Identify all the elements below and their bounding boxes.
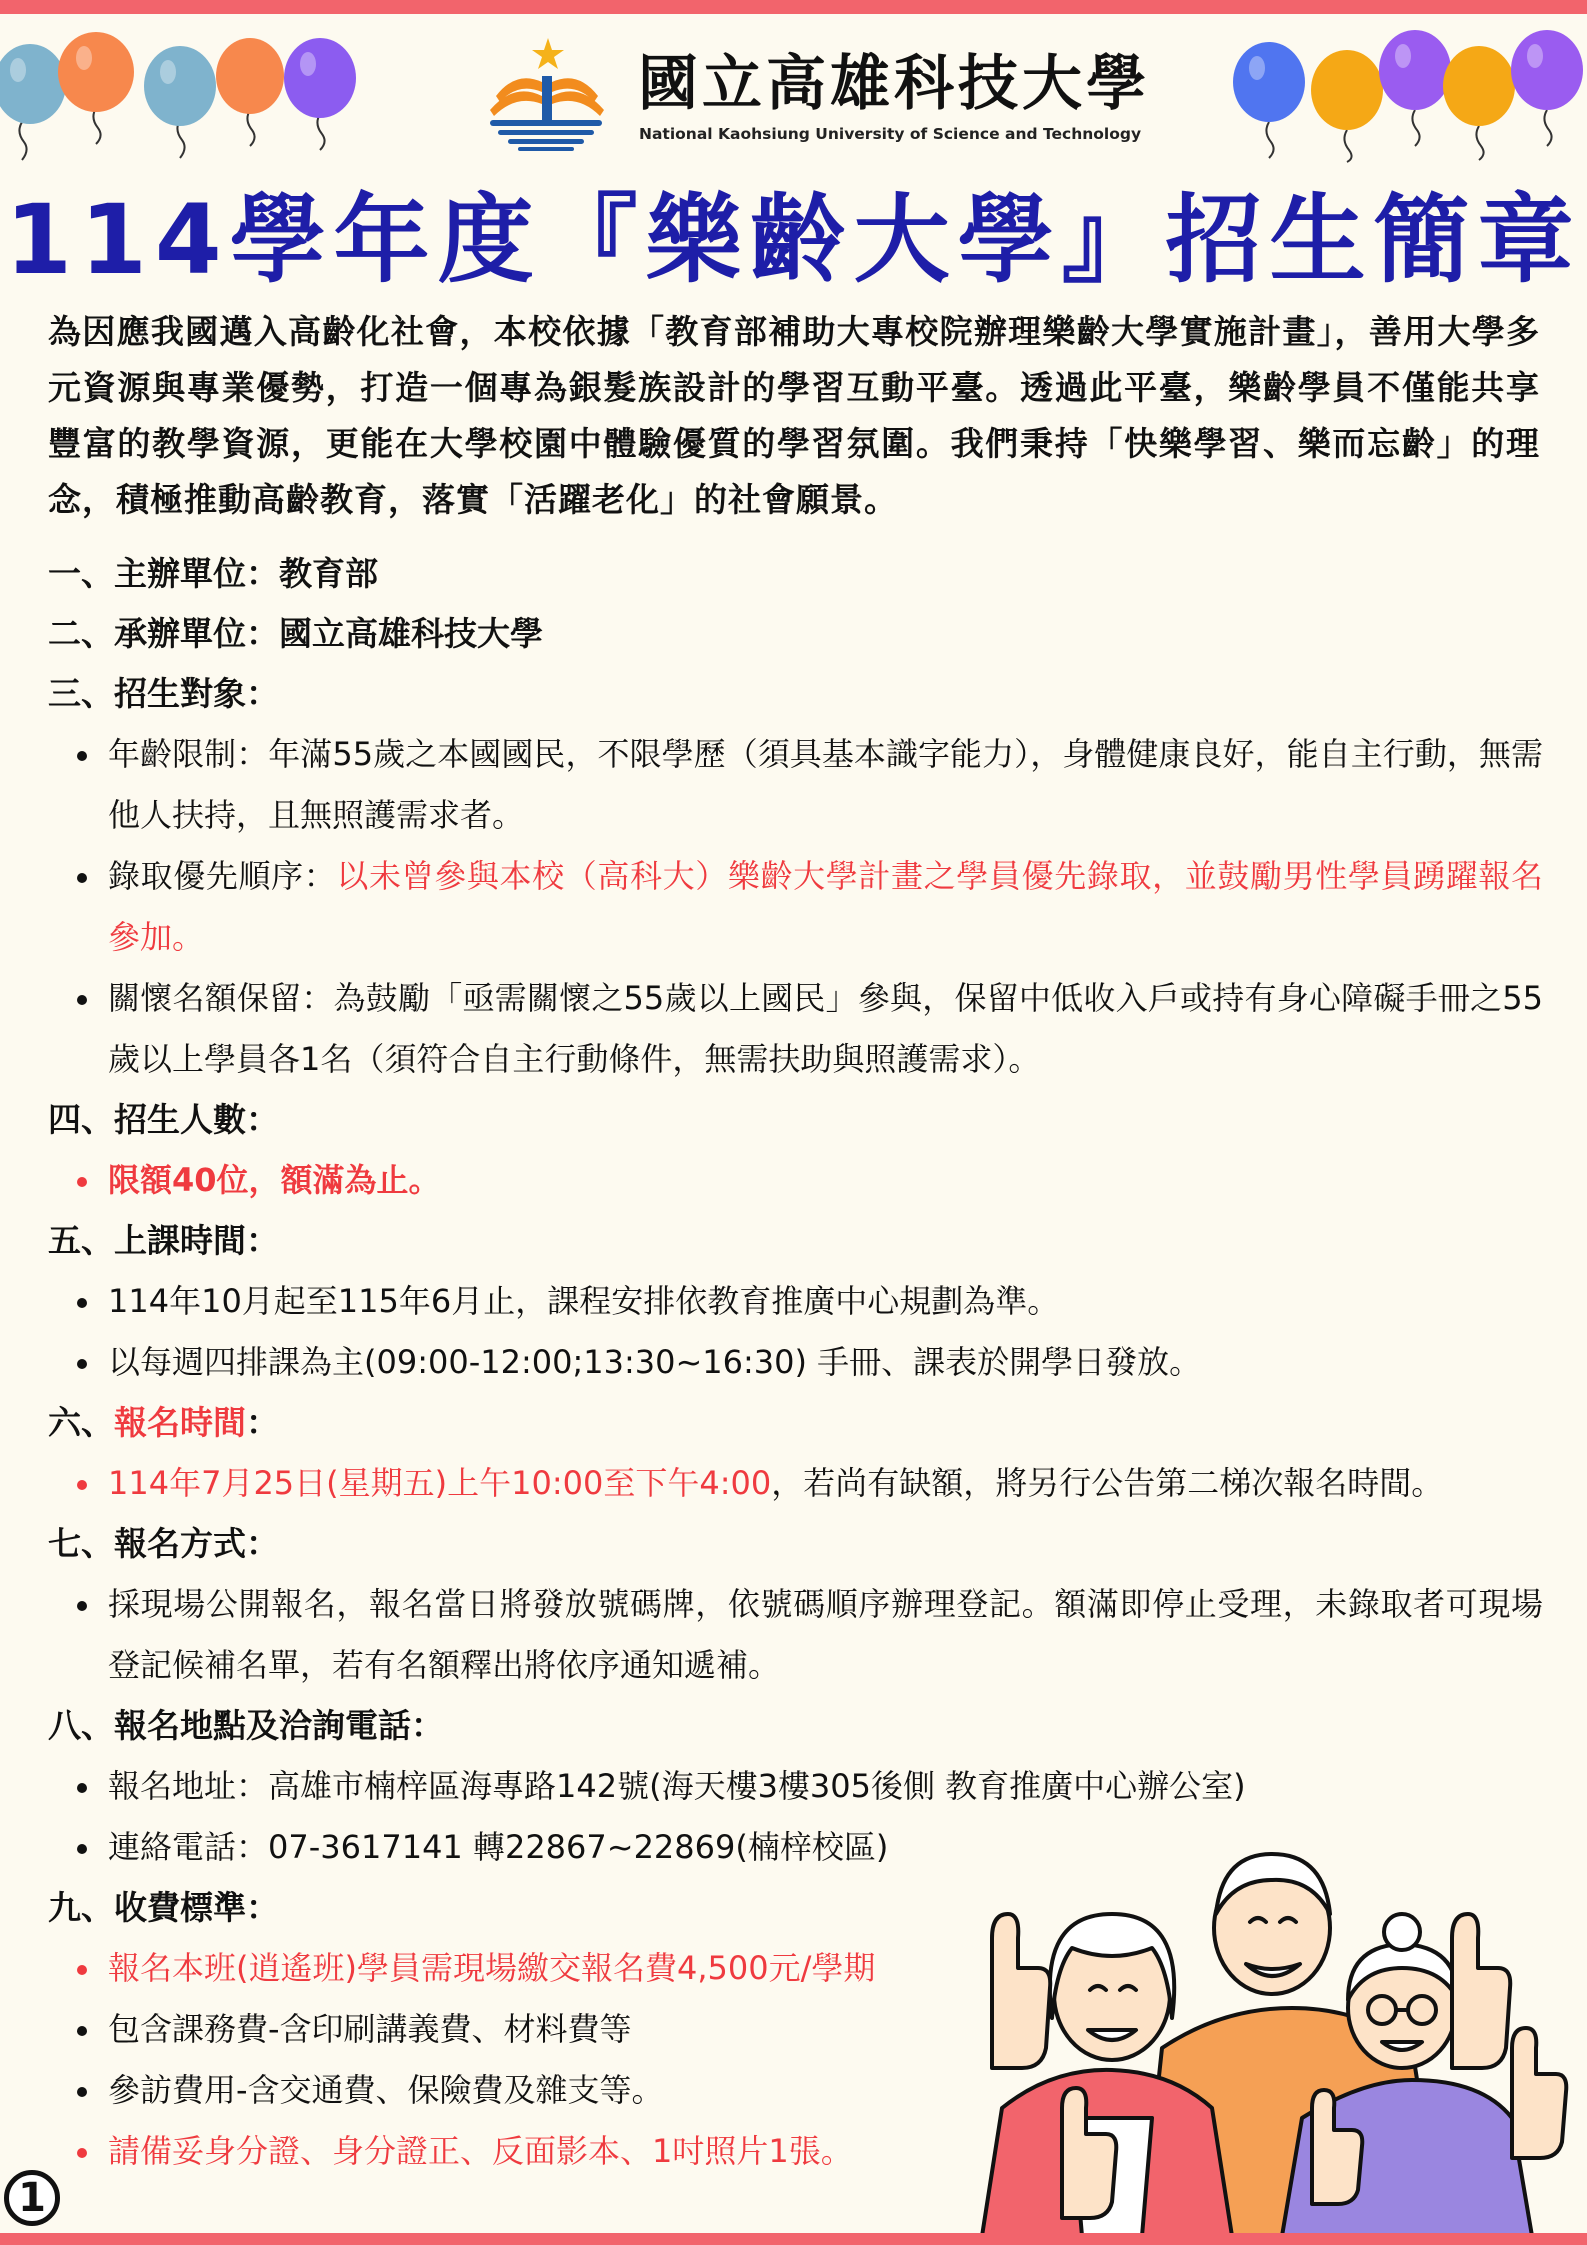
list-item-address: 報名地址：高雄市楠梓區海專路142號(海天樓3樓305後側 教育推廣中心辦公室) <box>48 1756 1543 1817</box>
heading-red: 報名時間 <box>114 1403 246 1442</box>
list-item-documents: 請備妥身分證、身分證正、反面影本、1吋照片1張。 <box>48 2121 1543 2182</box>
registration-date-rest: ，若尚有缺額，將另行公告第二梯次報名時間。 <box>771 1464 1444 1502</box>
balloons-right-icon <box>1217 14 1587 164</box>
heading-suffix: ： <box>246 1403 279 1442</box>
balloons-left-icon <box>0 14 370 164</box>
section-host: 二、承辦單位：國立高雄科技大學 <box>48 614 543 653</box>
section-quota-heading: 四、招生人數： <box>48 1100 279 1139</box>
intro-paragraph: 為因應我國邁入高齡化社會，本校依據「教育部補助大專校院辦理樂齡大學實施計畫」，善用大學多元資源與專業優勢，打造一個專為銀髮族設計的學習互動平臺。透過此平臺，樂齡學員不僅能共享豐富的教學資源，更能在大學校園中體驗優質的學習氛圍。我們秉持「快樂學習、樂而忘齡」的理念，積極推動高齡教育，落實「活躍老化」的社會願景。 <box>48 312 1540 519</box>
section-registration-time-heading <box>48 1393 1543 1453</box>
section-registration-method-list <box>48 1574 1543 1696</box>
bottom-border <box>0 2233 1587 2245</box>
section-schedule-list <box>48 1271 1543 1393</box>
section-fees-heading: 九、收費標準： <box>48 1888 279 1927</box>
section-quota-list <box>48 1150 1543 1211</box>
list-item-fee-course: 包含課務費-含印刷講義費、材料費等 <box>48 1999 1543 2060</box>
section-organizer: 一、主辦單位：教育部 <box>48 554 378 593</box>
section-target-heading: 三、招生對象： <box>48 674 279 713</box>
list-item-quota: 限額40位，額滿為止。 <box>48 1150 1543 1211</box>
section-registration-method-heading: 七、報名方式： <box>48 1524 279 1563</box>
list-item-weekly: 以每週四排課為主(09:00-12:00;13:30~16:30) 手冊、課表於開學日發放。 <box>48 1332 1543 1393</box>
list-item-registration-date <box>48 1453 1543 1514</box>
list-item-fee-visit: 參訪費用-含交通費、保險費及雜支等。 <box>48 2060 1543 2121</box>
university-logo-icon <box>486 36 604 152</box>
priority-label: 錄取優先順序： <box>108 857 337 895</box>
section-target-list <box>48 724 1543 1090</box>
list-item-method: 採現場公開報名，報名當日將發放號碼牌，依號碼順序辦理登記。額滿即停止受理，未錄取者可現場登記候補名單，若有名額釋出將依序通知遞補。 <box>48 1574 1543 1696</box>
list-item-priority <box>48 846 1543 968</box>
list-item-care-quota: 關懷名額保留：為鼓勵「亟需關懷之55歲以上國民」參與，保留中低收入戶或持有身心障礙手冊之55歲以上學員各1名（須符合自主行動條件，無需扶助與照護需求）。 <box>48 968 1543 1090</box>
page-number-badge: 1 <box>4 2170 60 2226</box>
priority-text: 以未曾參與本校（高科大）樂齡大學計畫之學員優先錄取，並鼓勵男性學員踴躍報名參加。 <box>108 857 1543 956</box>
registration-date-red: 114年7月25日(星期五)上午10:00至下午4:00 <box>108 1464 772 1502</box>
list-item-age-limit: 年齡限制：年滿55歲之本國國民，不限學歷（須具基本識字能力），身體健康良好，能自主行動，無需他人扶持，且無照護需求者。 <box>48 724 1543 846</box>
list-item-phone: 連絡電話：07-3617141 轉22867~22869(楠梓校區) <box>48 1817 1543 1878</box>
university-logo <box>486 36 1150 152</box>
university-name-zh: 國立高雄科技大學 <box>638 49 1150 119</box>
seniors-thumbs-up-illustration <box>972 1818 1572 2236</box>
top-border <box>0 0 1587 14</box>
list-item-term: 114年10月起至115年6月止，課程安排依教育推廣中心規劃為準。 <box>48 1271 1543 1332</box>
heading-prefix: 六、 <box>48 1403 114 1442</box>
university-name-en: National Kaohsiung University of Science and Technology <box>639 125 1142 143</box>
page-title: 114學年度『樂齡大學』招生簡章 <box>5 184 1582 296</box>
section-schedule-heading: 五、上課時間： <box>48 1221 279 1260</box>
section-registration-time-list <box>48 1453 1543 1514</box>
list-item-fee: 報名本班(逍遙班)學員需現場繳交報名費4,500元/學期 <box>48 1938 1543 1999</box>
section-location-heading: 八、報名地點及洽詢電話： <box>48 1706 444 1745</box>
